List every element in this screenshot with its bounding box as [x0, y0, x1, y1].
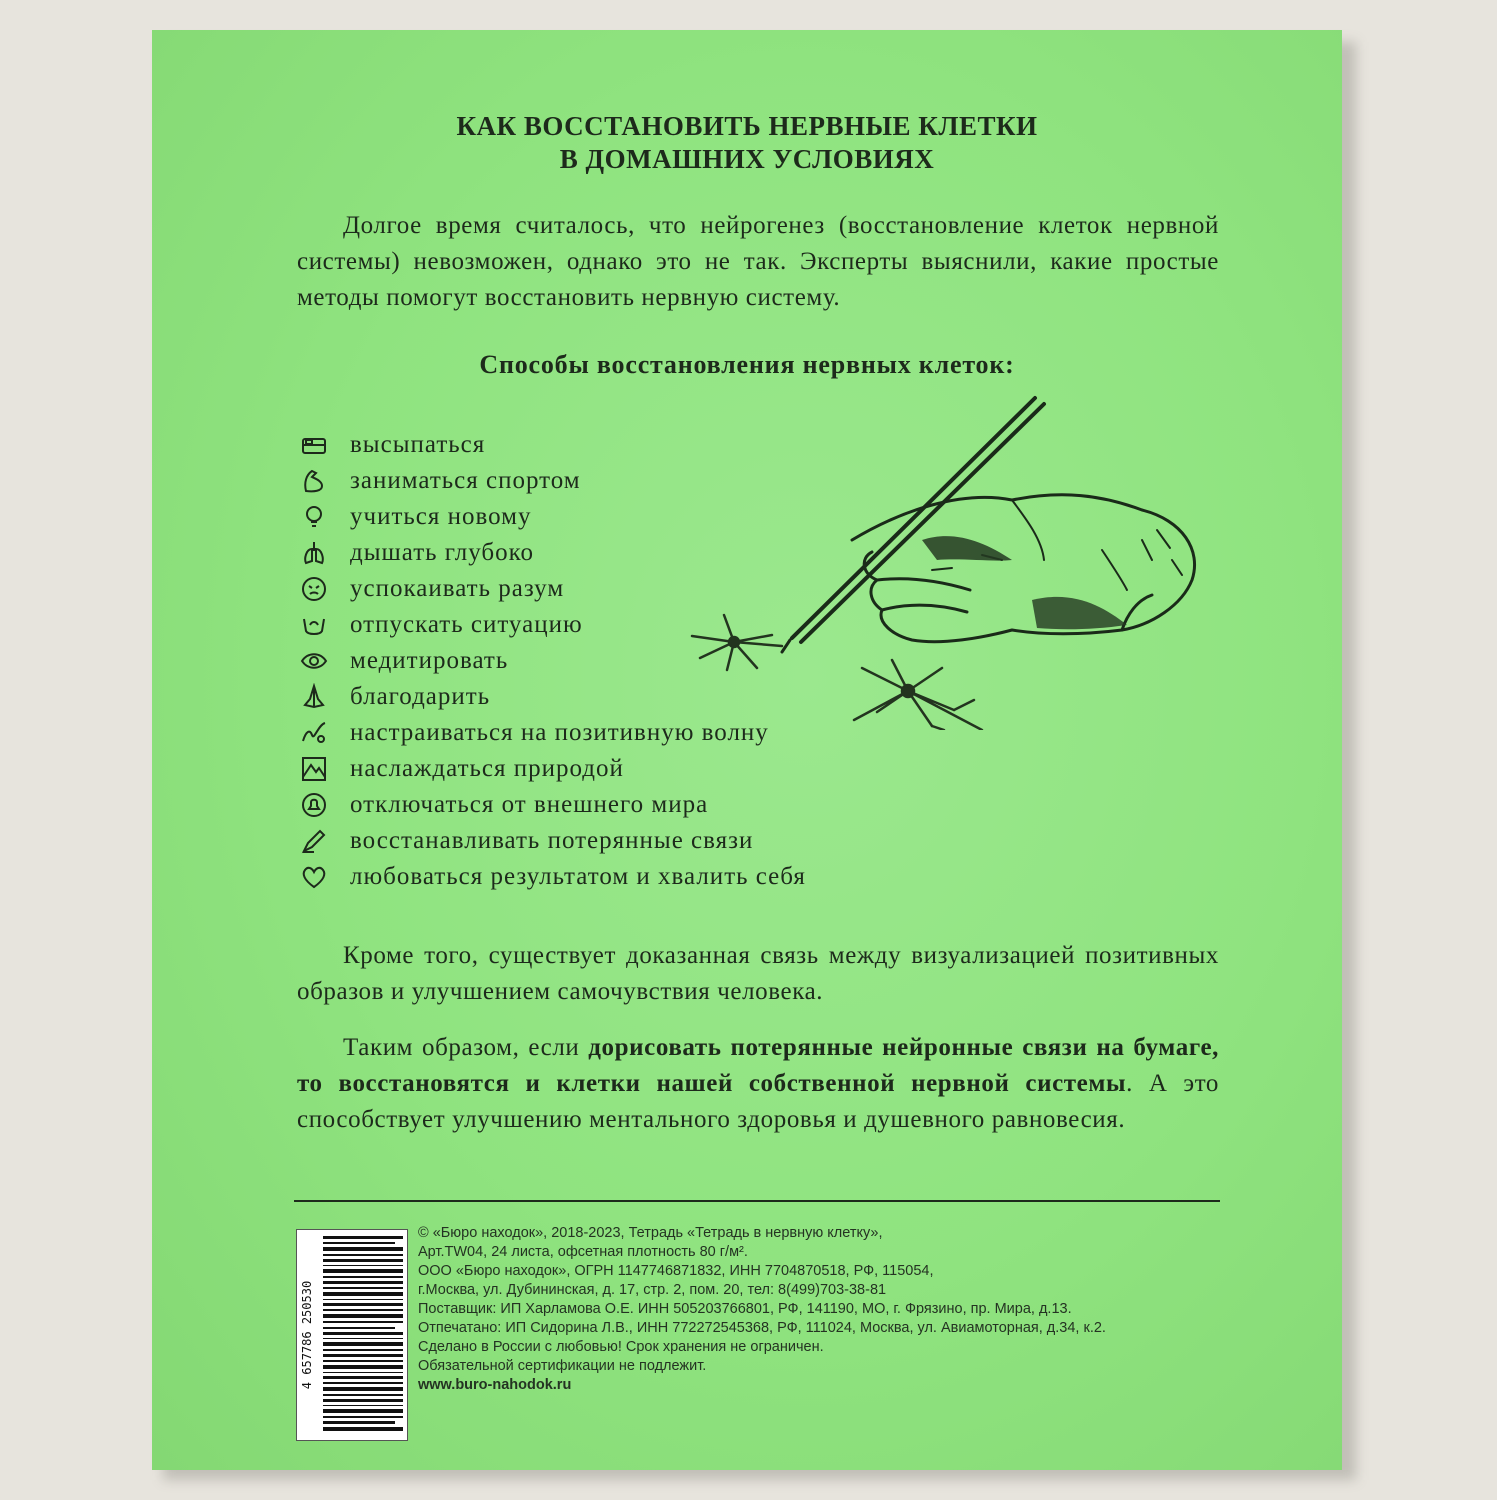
lightbulb-icon	[298, 501, 330, 533]
imprint-line: Сделано в России с любовью! Срок хранения не ограничен.	[418, 1339, 824, 1355]
list-item: медитировать	[298, 643, 806, 679]
imprint-line: Арт.TW04, 24 листа, офсетная плотность 80 г/м².	[418, 1244, 748, 1260]
imprint-line: г.Москва, ул. Дубининская, д. 17, стр. 2, пом. 20, тел: 8(499)703-38-81	[418, 1282, 887, 1298]
muscle-icon	[298, 465, 330, 497]
heart-icon	[298, 861, 330, 893]
list-item: восстанавливать потерянные связи	[298, 823, 806, 859]
imprint-line: Отпечатано: ИП Сидорина Л.В., ИНН 772272545368, РФ, 111024, Москва, ул. Авиамоторная, д.34, к.2.	[418, 1320, 1106, 1336]
intro-text: Долгое время считалось, что нейрогенез (восстановление клеток нервной системы) невозможен, однако это не так. Эксперты выяснили, какие простые методы помогут восстановить нервную систему.	[297, 212, 1219, 311]
conclusion-paragraph: Таким образом, если дорисовать потерянные нейронные связи на бумаге, то восстановятся и клетки нашей собственной нервной системы. А это способствует улучшению ментального здоровья и душевного равновесия.	[297, 1034, 1219, 1133]
visualization-paragraph	[297, 938, 1219, 1010]
methods-heading: Способы восстановления нервных клеток:	[479, 350, 1015, 379]
list-item: успокаивать разум	[298, 571, 806, 607]
intro-paragraph	[297, 208, 1219, 316]
list-item: дышать глубоко	[298, 535, 806, 571]
open-hands-icon	[298, 609, 330, 641]
list-item: наслаждаться природой	[298, 751, 806, 787]
imprint-line: © «Бюро находок», 2018-2023, Тетрадь «Тетрадь в нервную клетку»,	[418, 1225, 883, 1241]
notebook-back-cover	[152, 30, 1342, 1470]
title-line-2: В ДОМАШНИХ УСЛОВИЯХ	[559, 144, 935, 174]
list-item: учиться новому	[298, 499, 806, 535]
imprint-block	[418, 1224, 1238, 1395]
pen-write-icon	[298, 825, 330, 857]
list-item: любоваться результатом и хвалить себя	[298, 859, 806, 895]
list-item: отключаться от внешнего мира	[298, 787, 806, 823]
list-item: заниматься спортом	[298, 463, 806, 499]
list-item: благодарить	[298, 679, 806, 715]
divider	[294, 1200, 1220, 1202]
barcode	[296, 1229, 408, 1441]
title-line-1: КАК ВОССТАНОВИТЬ НЕРВНЫЕ КЛЕТКИ	[456, 111, 1038, 141]
list-item: настраиваться на позитивную волну	[298, 715, 806, 751]
imprint-line: Обязательной сертификации не подлежит.	[418, 1358, 707, 1374]
bed-icon	[298, 429, 330, 461]
bell-circle-icon	[298, 789, 330, 821]
emphasis-text: дорисовать потерянные нейронные связи на бумаге, то восстановятся и клетки нашей собственной нервной системы	[297, 1034, 1219, 1097]
page-title	[152, 110, 1342, 176]
imprint-line: Поставщик: ИП Харламова О.Е. ИНН 505203766801, РФ, 141190, МО, г. Фрязино, пр. Мира, д.13.	[418, 1301, 1072, 1317]
para2-text: Кроме того, существует доказанная связь между визуализацией позитивных образов и улучшением самочувствия человека.	[297, 942, 1219, 1005]
calm-mind-icon	[298, 573, 330, 605]
website-link[interactable]: www.buro-nahodok.ru	[418, 1377, 572, 1393]
list-item: отпускать ситуацию	[298, 607, 806, 643]
mountain-icon	[298, 753, 330, 785]
praying-hands-icon	[298, 681, 330, 713]
barcode-bars	[297, 1230, 407, 1440]
list-item: высыпаться	[298, 427, 806, 463]
barcode-number: 4 657786 250530	[300, 1280, 314, 1390]
wave-icon	[298, 717, 330, 749]
hand-drawing-neurons-illustration	[682, 390, 1242, 730]
eye-icon	[298, 645, 330, 677]
imprint-line: ООО «Бюро находок», ОГРН 1147746871832, ИНН 7704870518, РФ, 115054,	[418, 1263, 934, 1279]
lungs-icon	[298, 537, 330, 569]
